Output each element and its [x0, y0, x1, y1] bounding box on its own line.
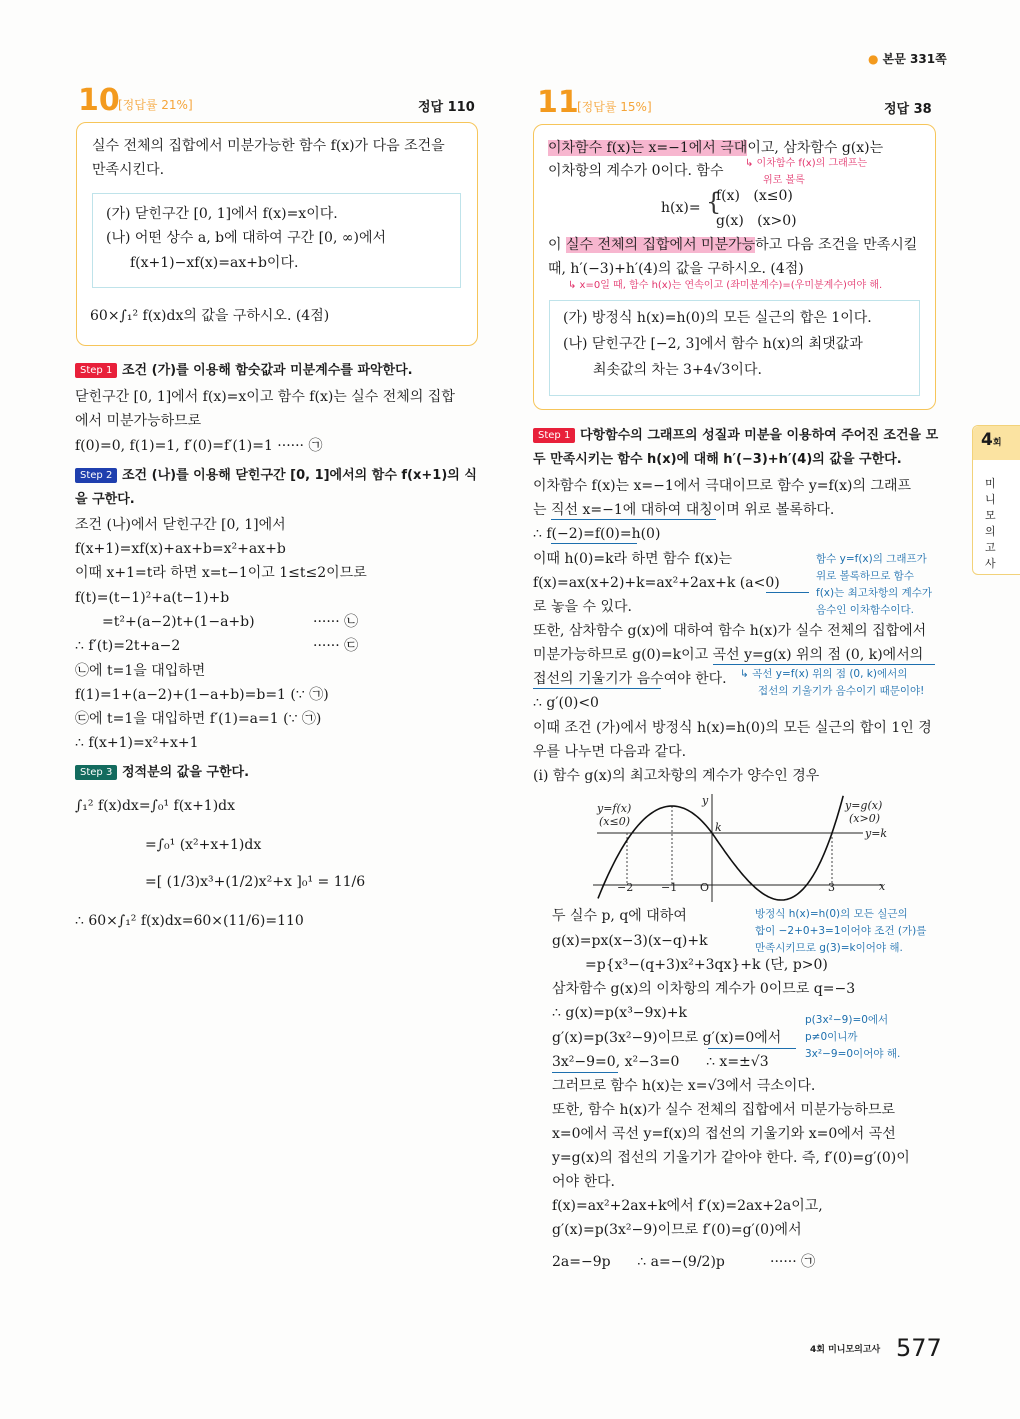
annotation-blue: 만족시키므로 g(3)=k이어야 해.	[755, 942, 903, 954]
step-badge: Step 2	[75, 468, 117, 483]
solution-line: =∫₀¹ (x²+x+1)dx	[145, 837, 262, 853]
underline	[708, 1048, 796, 1049]
annotation-blue: ↳ 곡선 y=f(x) 위의 점 (0, k)에서의	[740, 668, 908, 680]
problem-number: 10	[78, 83, 120, 118]
solution-line: ∴ f′(t)=2t+a−2	[75, 638, 181, 654]
solution-line: 이때 h(0)=k라 하면 함수 f(x)는	[533, 551, 733, 567]
text: 이	[548, 237, 566, 253]
tab-label: 미니모의고사	[985, 477, 996, 570]
annotation-blue: 3x²−9=0이어야 해.	[805, 1048, 901, 1060]
reference-text: 본문 331쪽	[882, 52, 947, 66]
label-f: y=f(x)	[597, 802, 632, 815]
solution-line: x=0에서 곡선 y=f(x)의 접선의 기울기와 x=0에서 곡선	[552, 1126, 896, 1142]
solution-line: f(t)=(t−1)²+a(t−1)+b	[75, 590, 230, 606]
solution-line: =[ (1/3)x³+(1/2)x²+x ]₀¹ = 11/6	[145, 874, 366, 890]
annotation-red: 위로 볼록	[763, 175, 805, 186]
tick-minus1: −1	[661, 881, 678, 894]
solution-line: 또한, 삼차함수 g(x)에 대하여 함수 h(x)가 실수 전체의 집합에서	[533, 623, 927, 639]
solution-line: ∫₁² f(x)dx=∫₀¹ f(x+1)dx	[75, 798, 236, 814]
equation-tag: ······ ㉢	[313, 638, 359, 654]
solution-line: y=g(x)의 접선의 기울기가 같아야 한다. 즉, f′(0)=g′(0)이	[552, 1150, 910, 1166]
question-text: 60×∫₁² f(x)dx의 값을 구하시오. (4점)	[90, 308, 330, 324]
circle-bullet-icon: ●	[868, 52, 879, 66]
underline	[552, 1072, 618, 1073]
problem-text: 이차항의 계수가 0이다. 함수	[548, 163, 724, 179]
solution-line: =t²+(a−2)t+(1−a+b)	[102, 614, 255, 630]
solution-line: f(1)=1+(a−2)+(1−a+b)=b=1 (∵ ㉠)	[75, 687, 329, 703]
solution-line: 닫힌구간 [0, 1]에서 f(x)=x이고 함수 f(x)는 실수 전체의 집합	[75, 389, 455, 405]
step-title-cont: 을 구한다.	[75, 492, 135, 507]
solution-line: ∴ g′(0)<0	[533, 695, 599, 711]
underline	[551, 543, 637, 544]
solution-line: 이차함수 f(x)는 x=−1에서 극대이므로 함수 y=f(x)의 그래프	[533, 478, 912, 494]
solution-line: 이때 조건 (가)에서 방정식 h(x)=h(0)의 모든 실근의 합이 1인 경	[533, 720, 932, 736]
solution-line: 이때 x+1=t라 하면 x=t−1이고 1≤t≤2이므로	[75, 565, 367, 581]
condition-b-cont: f(x+1)−xf(x)=ax+b이다.	[130, 255, 299, 271]
condition-b-cont: 최솟값의 차는 3+4√3이다.	[593, 362, 762, 378]
problem-text	[548, 139, 883, 157]
condition-b: (나) 닫힌구간 [−2, 3]에서 함수 h(x)의 최댓값과	[563, 336, 863, 352]
label-k: k	[715, 821, 722, 834]
highlight: 이차함수 f(x)는 x=−1에서 극대	[548, 140, 748, 156]
answer-label: 정답 110	[418, 100, 475, 115]
text: 이고, 삼차함수 g(x)는	[747, 140, 884, 156]
problem-text	[548, 236, 917, 254]
annotation-red: ↳ 이차함수 f(x)의 그래프는	[745, 158, 868, 169]
annotation-blue: 함수 y=f(x)의 그래프가	[816, 553, 927, 565]
solution-line: =p{x³−(q+3)x²+3qx}+k (단, p>0)	[585, 957, 828, 973]
equation-tag: ······ ㉠	[770, 1254, 816, 1270]
solution-line: g(x)=px(x−3)(x−q)+k	[552, 933, 708, 949]
tab-round	[973, 426, 1020, 460]
label-x: x	[879, 880, 886, 893]
piecewise-case: f(x) (x≤0)	[716, 188, 793, 204]
solution-line: ∴ f(x+1)=x²+x+1	[75, 735, 199, 751]
solution-line: ㉡에 t=1을 대입하면	[75, 663, 206, 679]
solution-line: ∴ f(−2)=f(0)=h(0)	[533, 526, 661, 542]
solution-line: 두 실수 p, q에 대하여	[552, 908, 687, 924]
solution-line: 미분가능하므로 g(0)=k이고 곡선 y=g(x) 위의 점 (0, k)에서의	[533, 647, 924, 663]
step-title: 조건 (나)를 이용해 닫힌구간 [0, 1]에서의 함수 f(x+1)의 식	[122, 468, 477, 483]
solution-line: 는 직선 x=−1에 대하여 대칭이며 위로 볼록하다.	[533, 502, 835, 518]
solution-line: 조건 (나)에서 닫힌구간 [0, 1]에서	[75, 517, 286, 533]
annotation-blue: p≠0이니까	[805, 1031, 858, 1043]
brace-icon: {	[706, 188, 722, 216]
label-g: y=g(x)	[845, 799, 883, 812]
round-unit: 회	[992, 438, 1002, 448]
underline	[551, 519, 716, 520]
solution-line: g′(x)=p(3x²−9)이므로 f′(0)=g′(0)에서	[552, 1222, 802, 1238]
solution-line: ∴ g(x)=p(x³−9x)+k	[552, 1005, 688, 1021]
solution-line: f(x)=ax²+2ax+k에서 f′(x)=2ax+2a이고,	[552, 1198, 823, 1214]
annotation-blue: 접선의 기울기가 음수이기 때문이야!	[758, 685, 925, 697]
step-title: 조건 (가)를 이용해 함숫값과 미분계수를 파악한다.	[122, 363, 413, 378]
solution-line: (i) 함수 g(x)의 최고차항의 계수가 양수인 경우	[533, 768, 820, 784]
correct-rate: [정답률 21%]	[118, 98, 193, 112]
condition-a: (가) 닫힌구간 [0, 1]에서 f(x)=x이다.	[106, 206, 338, 222]
solution-line: f(x)=ax(x+2)+k=ax²+2ax+k (a<0)	[533, 575, 780, 591]
step-badge: Step 3	[75, 765, 117, 780]
round-number: 4	[981, 430, 993, 450]
solution-line: 3x²−9=0, x²−3=0 ∴ x=±√3	[552, 1054, 769, 1070]
label-y-k: y=k	[865, 827, 888, 840]
solution-line: 또한, 함수 h(x)가 실수 전체의 집합에서 미분가능하므로	[552, 1102, 895, 1118]
problem-text: 실수 전체의 집합에서 미분가능한 함수 f(x)가 다음 조건을	[92, 138, 445, 154]
label-g-cond: (x>0)	[849, 812, 881, 825]
function-graph	[585, 790, 895, 905]
underline	[766, 592, 809, 593]
solution-line: 그러므로 함수 h(x)는 x=√3에서 극소이다.	[552, 1078, 816, 1094]
annotation-blue: 위로 볼록하므로 함수	[816, 570, 914, 582]
annotation-blue: 음수인 이차함수이다.	[816, 604, 914, 616]
highlight: 실수 전체의 집합에서 미분가능	[565, 237, 756, 253]
step-title: 정적분의 값을 구한다.	[122, 765, 250, 780]
label-origin: O	[700, 881, 710, 894]
text: 하고 다음 조건을 만족시킬	[755, 237, 918, 253]
annotation-red: ↳ x=0일 때, 함수 h(x)는 연속이고 (좌미분계수)=(우미분계수)여야 해.	[568, 280, 883, 291]
annotation-blue: f(x)는 최고차항의 계수가	[816, 587, 933, 599]
underline	[713, 664, 935, 665]
solution-line: f(0)=0, f(1)=1, f′(0)=f′(1)=1 ······ ㉠	[75, 438, 323, 454]
solution-line: 어야 한다.	[552, 1174, 615, 1190]
underline	[533, 688, 661, 689]
tick-3: 3	[828, 881, 835, 894]
annotation-blue: 합이 −2+0+3=1이어야 조건 (가)를	[755, 925, 927, 937]
solution-line: 로 놓을 수 있다.	[533, 599, 632, 615]
solution-line: 2a=−9p ∴ a=−(9/2)p	[552, 1254, 725, 1270]
condition-a: (가) 방정식 h(x)=h(0)의 모든 실근의 합은 1이다.	[563, 310, 872, 326]
curve-g	[712, 796, 843, 900]
problem-number: 11	[537, 85, 579, 120]
chapter-tab[interactable]	[972, 425, 1020, 575]
correct-rate: [정답률 15%]	[577, 100, 652, 114]
page-number: 577	[896, 1334, 942, 1362]
step-title-cont: 두 만족시키는 함수 h(x)에 대해 h′(−3)+h′(4)의 값을 구한다.	[533, 452, 902, 467]
solution-line: ∴ 60×∫₁² f(x)dx=60×(11/6)=110	[75, 913, 304, 929]
solution-line: g′(x)=p(3x²−9)이므로 g′(x)=0에서	[552, 1030, 782, 1046]
solution-line: 에서 미분가능하므로	[75, 413, 202, 429]
solution-line: f(x+1)=xf(x)+ax+b=x²+ax+b	[75, 541, 286, 557]
problem-text: 만족시킨다.	[92, 162, 165, 178]
label-f-cond: (x≤0)	[599, 815, 631, 828]
piecewise-lhs: h(x)=	[661, 200, 701, 216]
annotation-blue: 방정식 h(x)=h(0)의 모든 실근의	[755, 908, 908, 920]
step-title: 다항함수의 그래프의 성질과 미분을 이용하여 주어진 조건을 모	[580, 428, 939, 443]
equation-tag: ······ ㉡	[313, 614, 359, 630]
step-badge: Step 1	[75, 363, 117, 378]
solution-line: ㉢에 t=1을 대입하면 f′(1)=a=1 (∵ ㉠)	[75, 711, 322, 727]
footer-section: 4회 미니모의고사	[810, 1345, 881, 1355]
piecewise-case: g(x) (x>0)	[716, 213, 797, 229]
solution-line: 우를 나누면 다음과 같다.	[533, 744, 687, 760]
tick-minus2: −2	[617, 881, 634, 894]
reference-link	[868, 50, 947, 68]
answer-label: 정답 38	[884, 102, 932, 117]
solution-line: 삼차함수 g(x)의 이차항의 계수가 0이므로 q=−3	[552, 981, 856, 997]
step-badge: Step 1	[533, 428, 575, 443]
annotation-blue: p(3x²−9)=0에서	[805, 1014, 889, 1026]
condition-b: (나) 어떤 상수 a, b에 대하여 구간 [0, ∞)에서	[106, 230, 387, 246]
problem-text: 때, h′(−3)+h′(4)의 값을 구하시오. (4점)	[548, 261, 804, 277]
label-y: y	[702, 794, 709, 807]
solution-line: 접선의 기울기가 음수여야 한다.	[533, 671, 727, 687]
